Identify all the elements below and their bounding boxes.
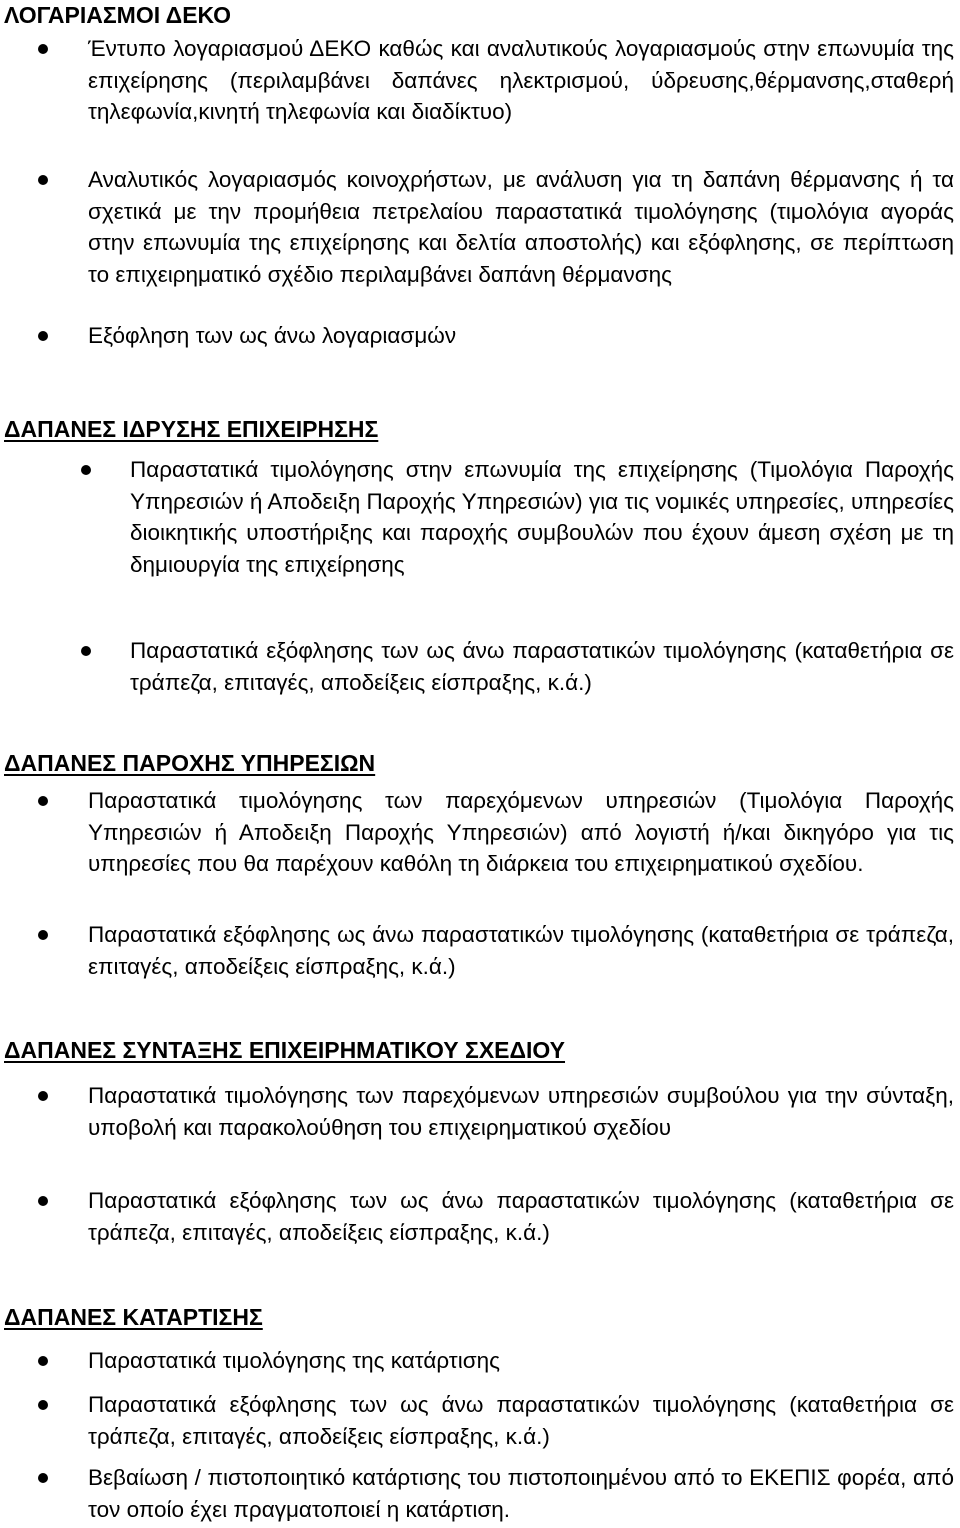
bullet-icon — [81, 465, 91, 475]
bullet-icon — [38, 796, 48, 806]
list-item: Παραστατικά εξόφλησης των ως άνω παραστατικών τιμολόγησης (καταθετήρια σε τράπεζα, επιταγές, αποδείξεις είσπραξης, κ.ά.) — [88, 1188, 954, 1245]
list-item: Παραστατικά τιμολόγησης των παρεχόμενων υπηρεσιών συμβούλου για την σύνταξη, υποβολή και παρακολούθηση του επιχειρηματικού σχεδίου — [88, 1083, 954, 1140]
list-item: Παραστατικά εξόφλησης ως άνω παραστατικών τιμολόγησης (καταθετήρια σε τράπεζα, επιταγές, αποδείξεις είσπραξης, κ.ά.) — [88, 922, 954, 979]
list-item: Παραστατικά τιμολόγησης των παρεχόμενων υπηρεσιών (Τιμολόγια Παροχής Υπηρεσιών ή Αποδειξη Παροχής Υπηρεσιών) από λογιστή ή/και δικηγόρο για τις υπηρεσίες που θα παρέχουν καθόλη τη διάρκεια του επιχειρηματικού σχεδίου. — [88, 788, 954, 876]
list-item: Εξόφληση των ως άνω λογαριασμών — [88, 323, 457, 348]
bullet-icon — [38, 44, 48, 54]
bullet-icon — [38, 1356, 48, 1366]
list-item: Βεβαίωση / πιστοποιητικό κατάρτισης του πιστοποιημένου από το ΕΚΕΠΙΣ φορέα, από τον οποίο έχει πραγματοποιεί η κατάρτιση. — [88, 1465, 954, 1522]
bullet-icon — [38, 1473, 48, 1483]
list-item: Παραστατικά εξόφλησης των ως άνω παραστατικών τιμολόγησης (καταθετήρια σε τράπεζα, επιταγές, αποδείξεις είσπραξης, κ.ά.) — [130, 638, 954, 695]
list-item: Παραστατικά εξόφλησης των ως άνω παραστατικών τιμολόγησης (καταθετήρια σε τράπεζα, επιταγές, αποδείξεις είσπραξης, κ.ά.) — [88, 1392, 954, 1449]
section-heading-katartisis: ΔΑΠΑΝΕΣ ΚΑΤΑΡΤΙΣΗΣ — [4, 1304, 263, 1330]
bullet-icon — [38, 930, 48, 940]
bullet-icon — [38, 331, 48, 341]
section-heading-syntaxis: ΔΑΠΑΝΕΣ ΣΥΝΤΑΞΗΣ ΕΠΙΧΕΙΡΗΜΑΤΙΚΟΥ ΣΧΕΔΙΟΥ — [4, 1037, 566, 1063]
bullet-icon — [38, 1196, 48, 1206]
section-heading-deko: ΛΟΓΑΡΙΑΣΜΟΙ ΔΕΚΟ — [4, 2, 231, 28]
list-item: Έντυπο λογαριασμού ΔΕΚΟ καθώς και αναλυτικούς λογαριασμούς στην επωνυμία της επιχείρησης (περιλαμβάνει δαπάνες ηλεκτρισμού, ύδρευσης,θέρμανσης,σταθερή τηλεφωνία,κινητή τηλεφωνία και διαδίκτυο) — [88, 36, 954, 124]
bullet-icon — [38, 1400, 48, 1410]
list-item: Αναλυτικός λογαριασμός κοινοχρήστων, με ανάλυση για τη δαπάνη θέρμανσης ή τα σχετικά με την προμήθεια πετρελαίου παραστατικά τιμολόγησης (τιμολόγια αγοράς στην επωνυμία της επιχείρησης και δελτία αποστολής) και εξόφλησης, σε περίπτωση το επιχειρηματικό σχέδιο περιλαμβάνει δαπάνη θέρμανσης — [88, 167, 954, 287]
list-item: Παραστατικά τιμολόγησης της κατάρτισης — [88, 1348, 500, 1373]
bullet-icon — [38, 1091, 48, 1101]
section-heading-idrysis: ΔΑΠΑΝΕΣ ΙΔΡΥΣΗΣ ΕΠΙΧΕΙΡΗΣΗΣ — [4, 416, 379, 442]
bullet-icon — [38, 175, 48, 185]
bullet-icon — [81, 646, 91, 656]
section-heading-paroxis: ΔΑΠΑΝΕΣ ΠΑΡΟΧΗΣ ΥΠΗΡΕΣΙΩΝ — [4, 750, 376, 776]
list-item: Παραστατικά τιμολόγησης στην επωνυμία της επιχείρησης (Τιμολόγια Παροχής Υπηρεσιών ή Αποδειξη Παροχής Υπηρεσιών) για τις νομικές υπηρεσίες, υπηρεσίες διοικητικής υποστήριξης και παροχής συμβουλών που έχουν άμεση σχέση με τη δημιουργία της επιχείρησης — [130, 457, 954, 577]
